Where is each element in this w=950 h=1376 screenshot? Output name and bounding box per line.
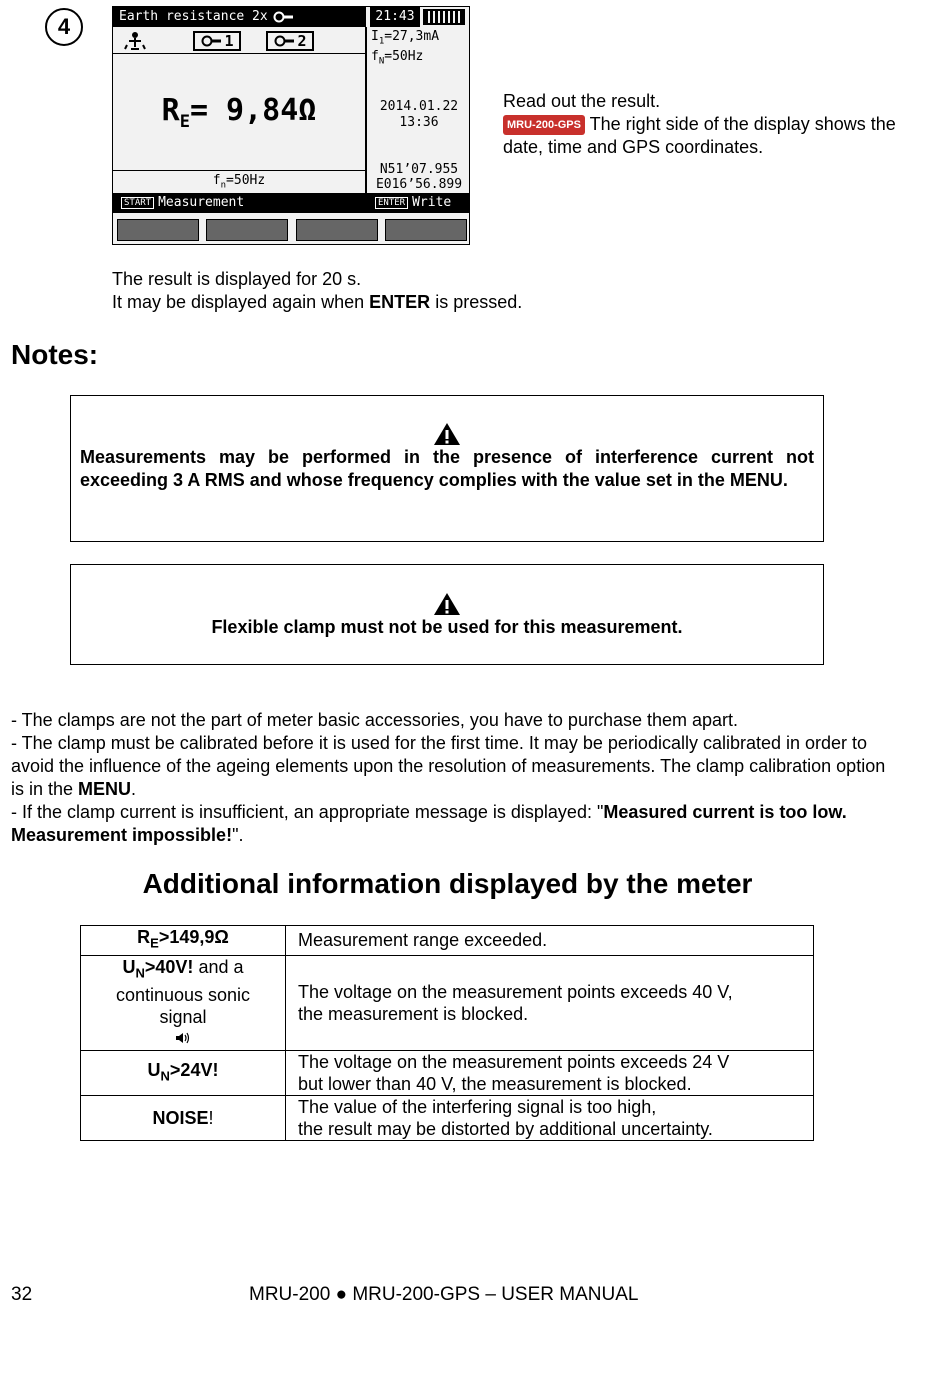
display-key-bar xyxy=(113,193,469,213)
softkey-4 xyxy=(385,219,467,241)
note-item: - If the clamp current is insufficient, an appropriate message is displayed: "Measured current is too low. Measurement impossible!". xyxy=(11,802,847,845)
warning-text-flexible-clamp: Flexible clamp must not be used for this measurement. xyxy=(211,617,683,637)
start-hint-label: Measurement xyxy=(158,195,245,210)
table-row xyxy=(81,1096,814,1141)
note-item: - The clamp must be calibrated before it is used for the first time. It may be periodically calibrated in order to avoid the influence of the ageing elements upon the resolution of measurements. The clamp calibration option is in the MENU. xyxy=(11,733,886,799)
display-divider xyxy=(113,170,365,171)
table-row xyxy=(81,955,814,1051)
footer-title: MRU-200 ● MRU-200-GPS – USER MANUAL xyxy=(249,1284,639,1305)
clamp-icon xyxy=(200,35,222,47)
result-note-line-1: The result is displayed for 20 s. xyxy=(112,269,362,289)
warning-triangle-icon xyxy=(433,592,461,616)
table-code-cell: $R_E>149,9\Omega$ xyxy=(81,926,286,956)
readout-line-1: Read out the result. xyxy=(503,91,661,111)
clamp-2-indicator xyxy=(266,31,314,51)
clamp-1-label: 1 xyxy=(224,32,234,50)
section-heading: Additional information displayed by the meter xyxy=(142,868,753,899)
result-note xyxy=(112,268,812,314)
warning-text-interference: Measurements may be performed in the presence of interference current not exceeding 3 A RMS and whose frequency complies with the value set in the MENU. xyxy=(80,447,814,490)
enter-key-icon: ENTER xyxy=(375,197,408,209)
clamp-1-indicator xyxy=(193,31,241,51)
start-hint xyxy=(121,193,244,213)
table-desc-cell: Measurement range exceeded. xyxy=(286,926,814,956)
enter-hint-label: Write xyxy=(412,195,452,210)
notes-heading: Notes: xyxy=(11,339,99,370)
warning-box-interference xyxy=(70,395,824,542)
display-title: Earth resistance 2x xyxy=(119,9,268,24)
note-item: - The clamps are not the part of meter basic accessories, you have to purchase them apart. xyxy=(11,710,739,730)
table-desc-cell: The value of the interfering signal is too high, the result may be distorted by additional uncertainty. xyxy=(286,1096,814,1141)
display-time: 21:43 xyxy=(370,7,420,27)
gps-model-badge: MRU-200-GPS xyxy=(503,115,585,135)
softkey-2 xyxy=(206,219,288,241)
display-title-bar xyxy=(113,7,366,27)
warning-triangle-icon xyxy=(433,422,461,446)
fn-reading: $f_n=50Hz$ xyxy=(212,173,266,191)
info-table xyxy=(80,925,814,1141)
page-number: 32 xyxy=(11,1284,33,1305)
clamp-icon xyxy=(272,11,294,23)
display-date: 2014.01.22 xyxy=(379,99,459,114)
warning-box-flexible-clamp xyxy=(70,564,824,665)
clamp-icon xyxy=(273,35,295,47)
table-code-cell: NOISE! xyxy=(81,1096,286,1141)
softkey-3 xyxy=(296,219,378,241)
table-desc-cell: The voltage on the measurement points exceeds 24 V but lower than 40 V, the measurement is blocked. xyxy=(286,1051,814,1096)
current-reading: $I_1=27,3mA$ xyxy=(371,29,440,47)
frequency-reading: $f_N=50Hz$ xyxy=(371,49,424,67)
clamp-2-label: 2 xyxy=(297,32,307,50)
gps-latitude: N51’07.955 xyxy=(379,162,459,177)
gps-longitude: E016’56.899 xyxy=(375,177,463,192)
readout-line-2: MRU-200-GPS The right side of the display shows the date, time and GPS coordinates. xyxy=(503,114,896,157)
display-clock: 13:36 xyxy=(399,115,439,130)
table-desc-cell: The voltage on the measurement points exceeds 40 V, the measurement is blocked. xyxy=(286,955,814,1051)
enter-hint xyxy=(375,193,451,213)
step-number: 4 xyxy=(45,8,83,46)
table-code-cell: $U_N>24V$! xyxy=(81,1051,286,1096)
result-value: $R_E= 9,84\Omega$ xyxy=(161,93,317,132)
softkey-1 xyxy=(117,219,199,241)
notes-list xyxy=(11,709,891,847)
speaker-icon xyxy=(174,1031,192,1045)
battery-icon xyxy=(423,9,465,25)
table-code-cell: $U_N>40V$! and a continuous sonic signal xyxy=(81,955,286,1051)
electrode-icon xyxy=(121,31,149,51)
start-key-icon: START xyxy=(121,197,154,209)
table-row xyxy=(81,926,814,956)
display-divider xyxy=(113,53,365,54)
meter-display xyxy=(112,6,470,245)
result-note-line-2: It may be displayed again when ENTER is pressed. xyxy=(112,292,523,312)
table-row xyxy=(81,1051,814,1096)
readout-text xyxy=(503,90,903,159)
